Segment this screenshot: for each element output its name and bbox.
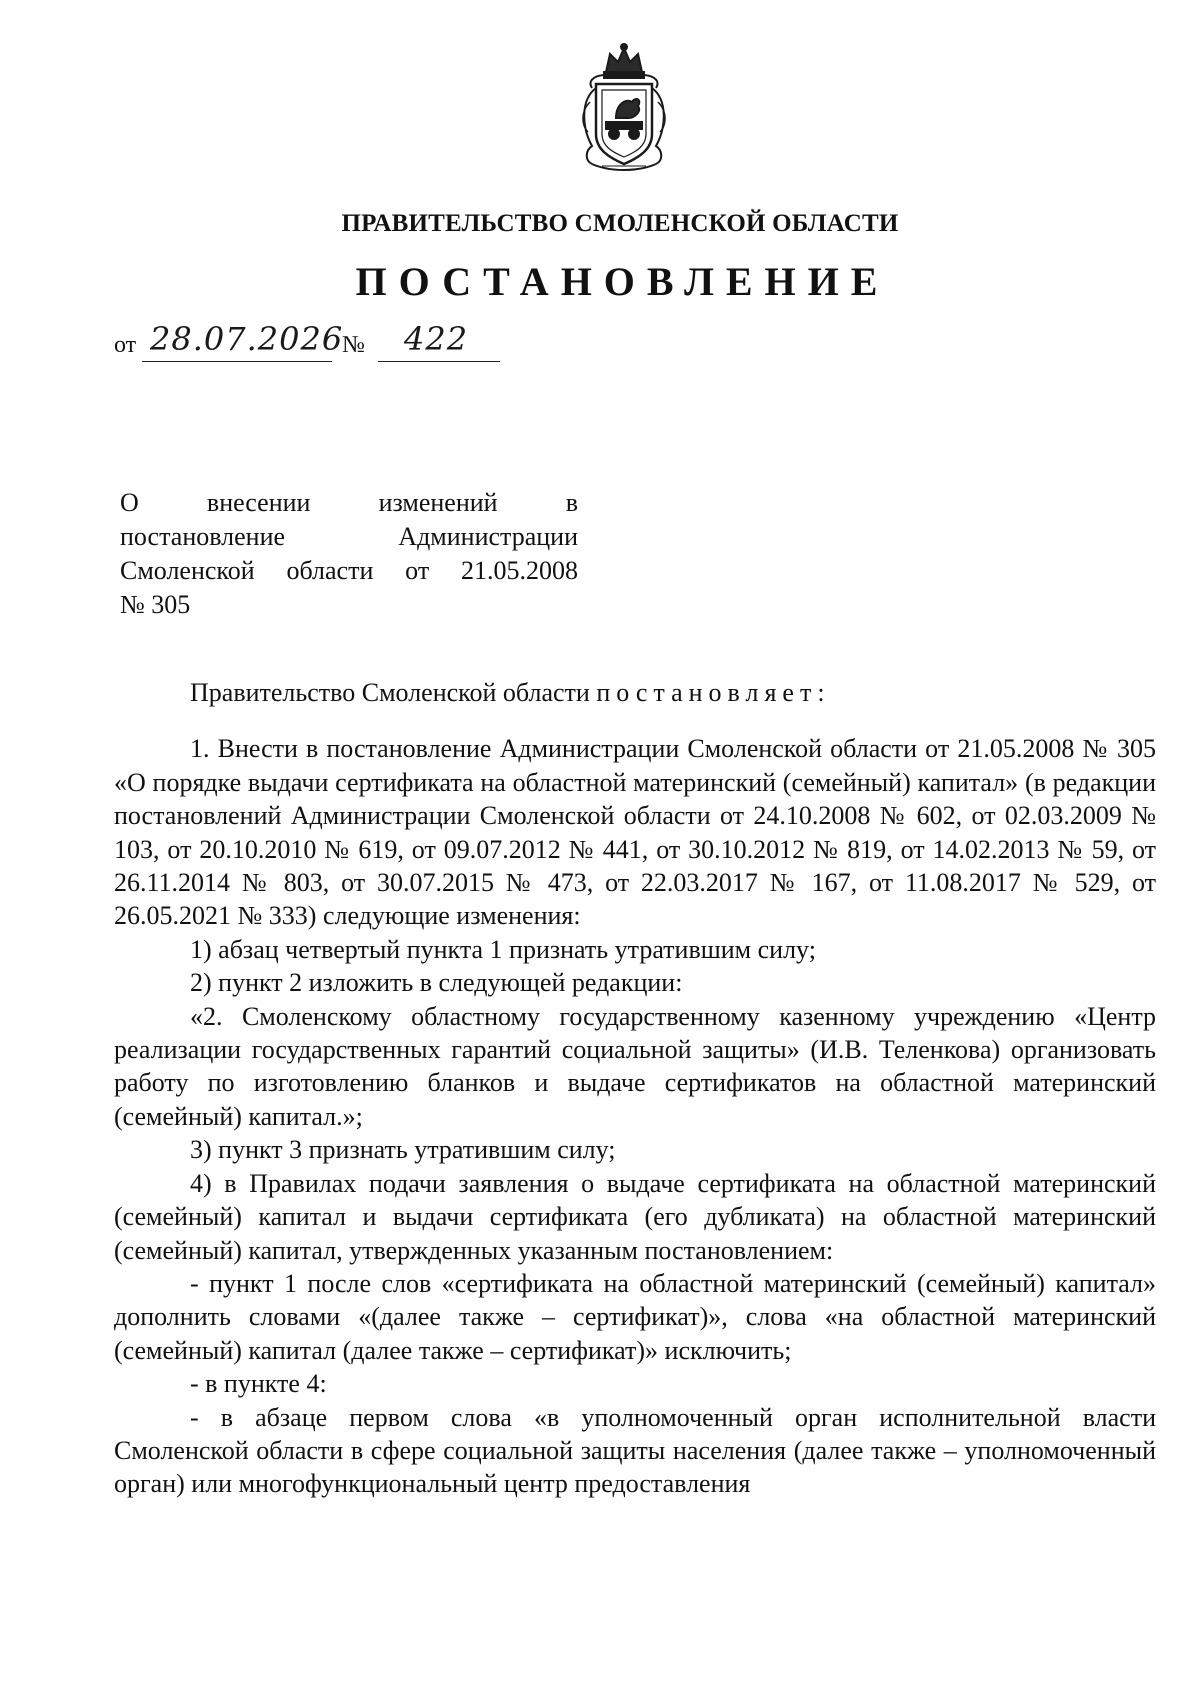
- body-paragraph: «2. Смоленскому областному государственному казенному учреждению «Центр реализации государственных гарантий социальной защиты» (И.В. Теленкова) организовать работу по изготовлению бланков и выдаче сертификатов на областной материнский (семейный) капитал.»;: [114, 1001, 1156, 1131]
- body-paragraph: 2) пункт 2 изложить в следующей редакции:: [190, 968, 683, 998]
- body-paragraph: 3) пункт 3 признать утратившим силу;: [190, 1135, 616, 1165]
- handwritten-number: 422: [404, 320, 469, 358]
- document-body: [114, 676, 1156, 1501]
- document-subject: [120, 486, 578, 622]
- subject-line: постановление Администрации: [120, 522, 578, 551]
- resolution-intro: [114, 676, 1156, 709]
- subject-line: № 305: [120, 590, 191, 619]
- document-type-title: ПОСТАНОВЛЕНИЕ: [355, 259, 890, 304]
- intro-text: Правительство Смоленской области: [190, 678, 590, 707]
- subject-line: О внесении изменений в: [120, 488, 578, 517]
- number-label: №: [342, 332, 365, 358]
- government-name: ПРАВИТЕЛЬСТВО СМОЛЕНСКОЙ ОБЛАСТИ: [341, 210, 899, 237]
- body-paragraph: 1) абзац четвертый пункта 1 признать утратившим силу;: [190, 934, 816, 964]
- body-paragraph: 1. Внести в постановление Администрации Смоленской области от 21.05.2008 № 305 «О порядке выдачи сертификата на областной материнский (семейный) капитал» (в редакции постановлений Администрации Смоленской области от 24.10.2008 № 602, от 02.03.2009 № 103, от 20.10.2010 № 619, от 09.07.2012 № 441, от 30.10.2012 № 819, от 14.02.2013 № 59, от 26.11.2014 № 803, от 30.07.2015 № 473, от 22.03.2017 № 167, от 11.08.2017 № 529, от 26.05.2021 № 333) следующие изменения:: [114, 734, 1156, 931]
- body-paragraph: - в пункте 4:: [190, 1369, 327, 1399]
- body-paragraph: - в абзаце первом слова «в уполномоченный орган исполнительной власти Смоленской области в сфере социальной защиты населения (далее также – уполномоченный орган) или многофункциональный центр предоставления: [114, 1402, 1156, 1499]
- date-underline: [142, 360, 332, 362]
- body-paragraph: - пункт 1 после слов «сертификата на областной материнский (семейный) капитал» дополнить словами «(далее также – сертификат)», слова «на областной материнский (семейный) капитал (далее также – сертификат)» исключить;: [114, 1268, 1156, 1365]
- handwritten-date: 28.07.2026: [150, 320, 344, 358]
- smolensk-region-coat-of-arms-icon: [566, 42, 682, 174]
- subject-line: Смоленской области от 21.05.2008: [120, 556, 578, 585]
- body-paragraph: 4) в Правилах подачи заявления о выдаче сертификата на областной материнский (семейный) капитал и выдачи сертификата (его дубликата) на областной материнский (семейный) капитал, утвержденных указанным постановлением:: [114, 1168, 1156, 1265]
- number-underline: [378, 360, 500, 362]
- intro-spaced-verb: постановляет:: [596, 678, 831, 707]
- date-from-label: от: [114, 332, 137, 358]
